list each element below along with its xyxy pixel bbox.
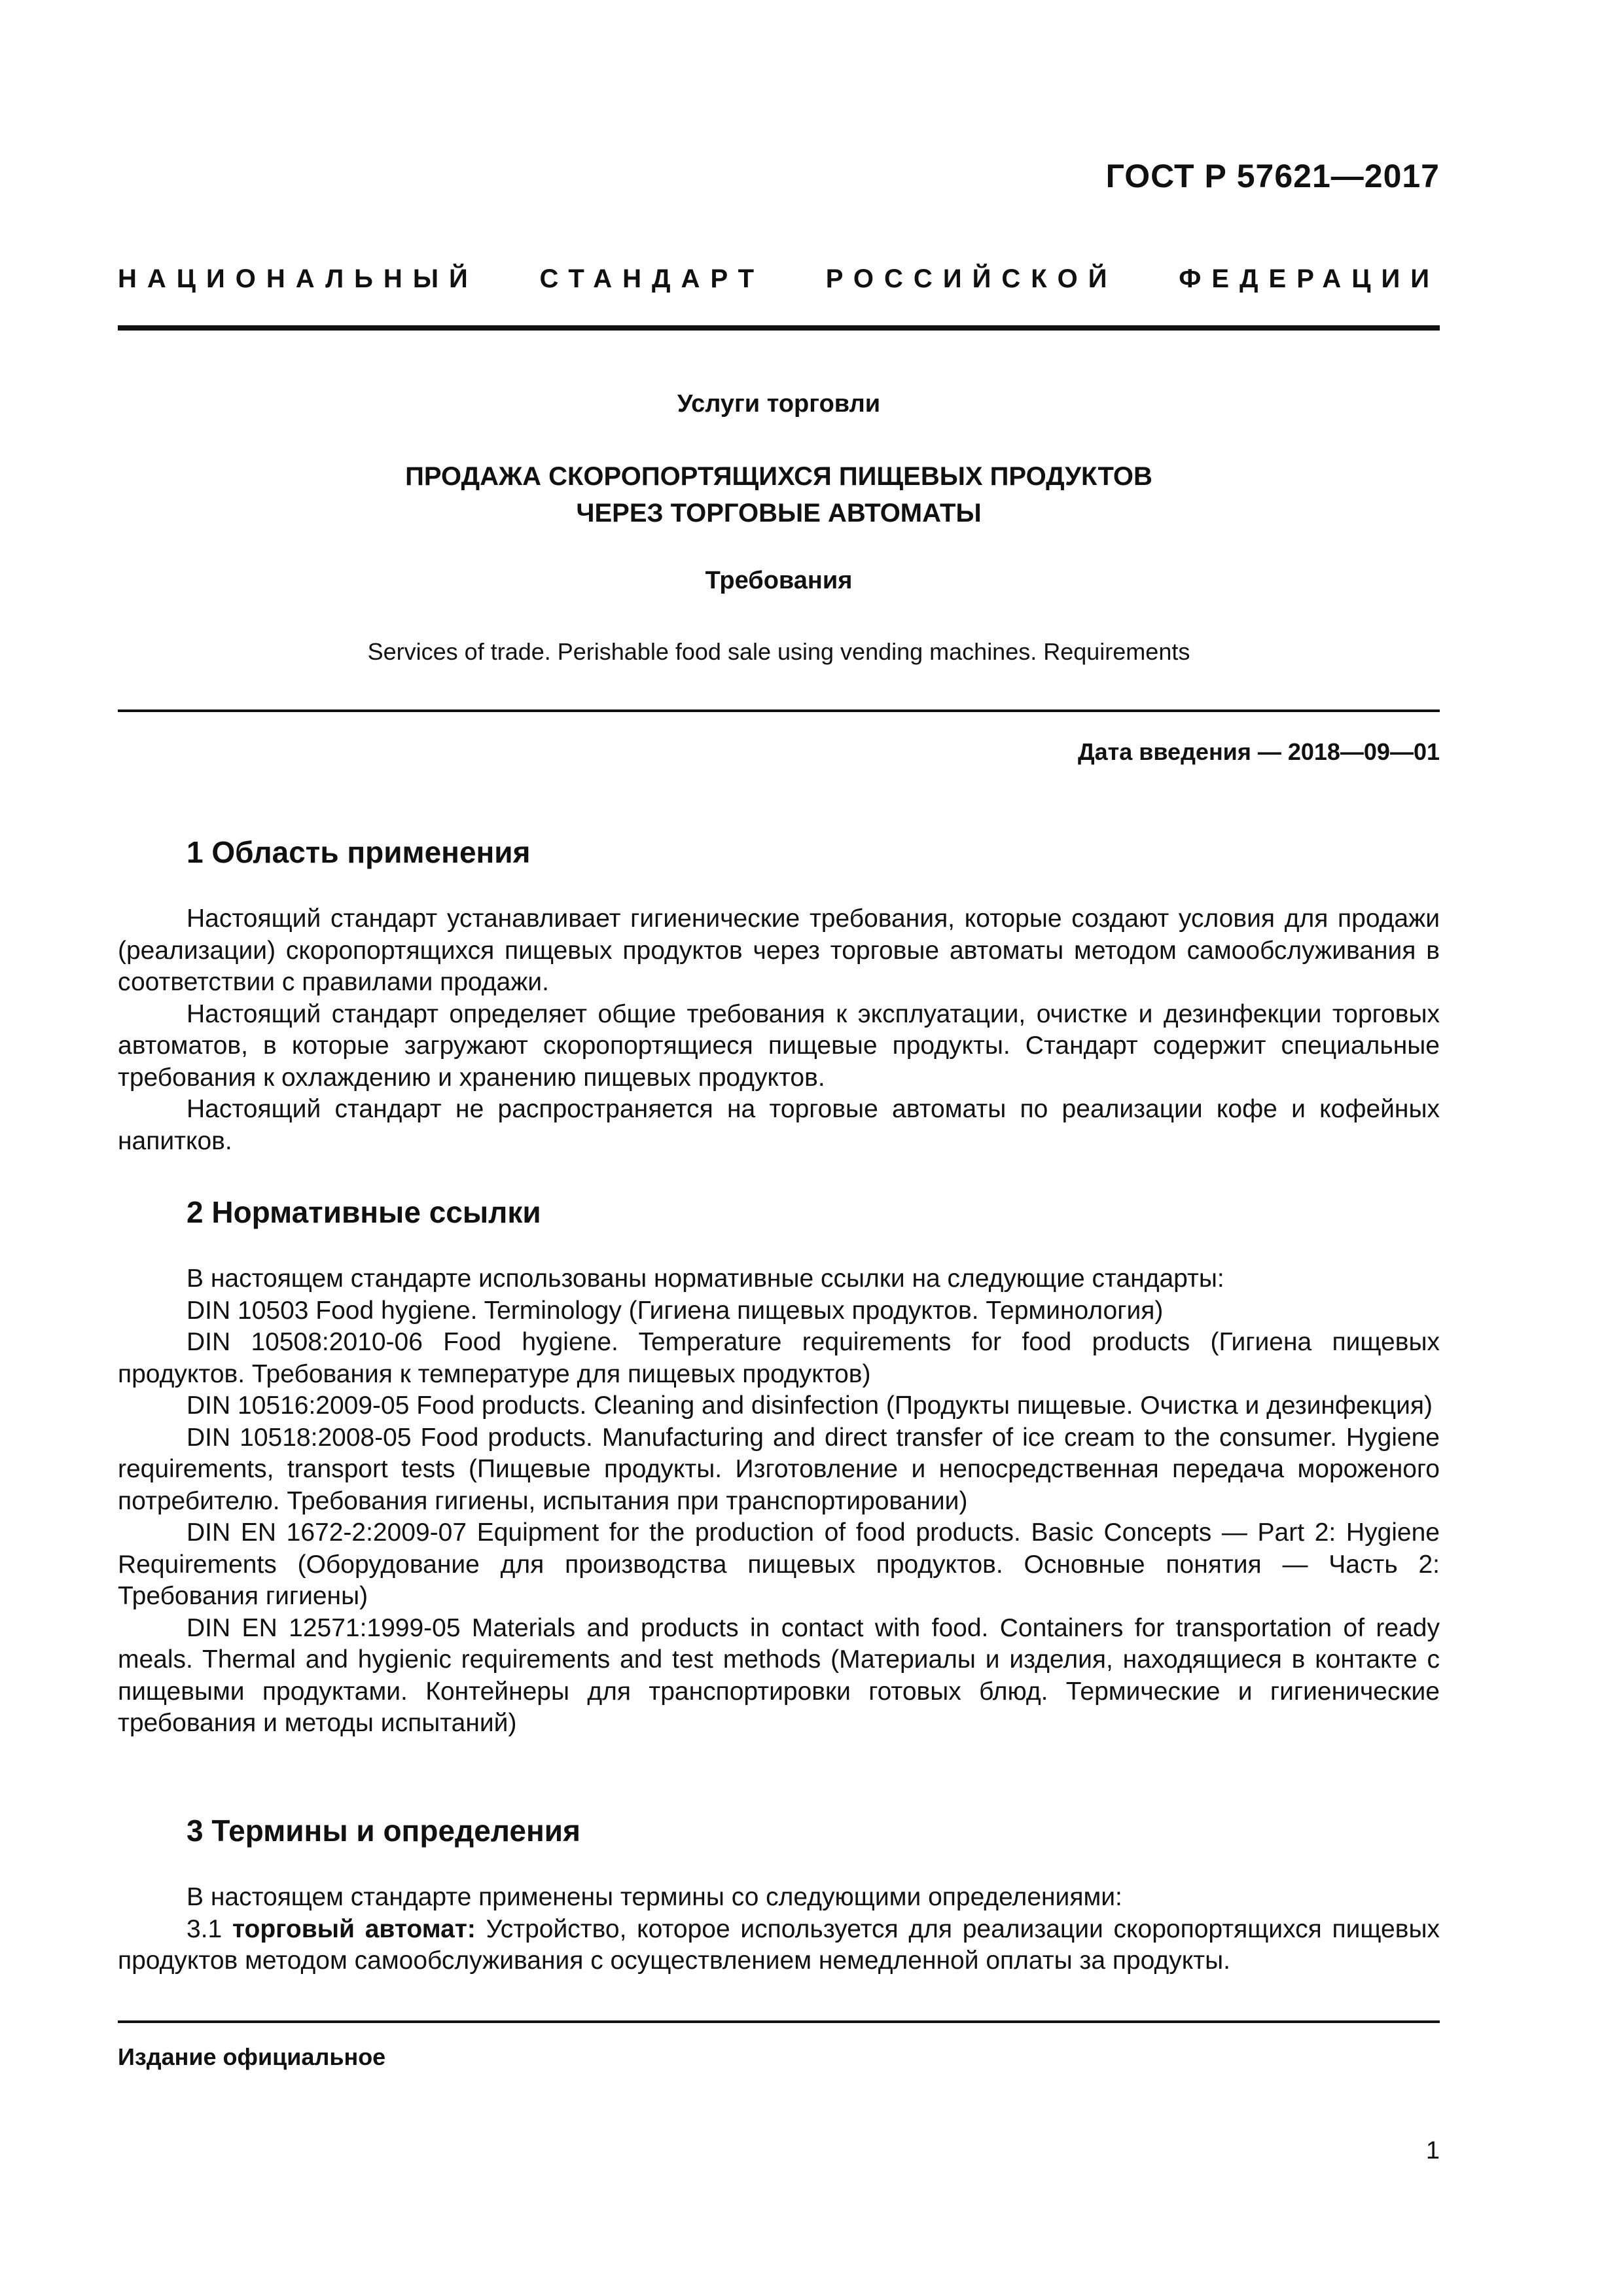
- paragraph: В настоящем стандарте применены термины со следующими определениями:: [187, 1883, 1122, 1911]
- section-3-body: [118, 1882, 1440, 1977]
- title-main-line2: ЧЕРЕЗ ТОРГОВЫЕ АВТОМАТЫ: [576, 499, 982, 528]
- title-english: Services of trade. Perishable food sale using vending machines. Requirements: [367, 638, 1190, 665]
- paragraph: Настоящий стандарт определяет общие требования к эксплуатации, очистке и дезинфекции торговых автоматов, в которые загружают скоропортящиеся пищевые продукты. Стандарт содержит специальные требования к охлаждению и хранению пищевых продуктов.: [118, 999, 1440, 1092]
- reference-item: DIN EN 1672-2:2009-07 Equipment for the production of food products. Basic Concepts — Part 2: Hygiene Requirements (Оборудование для производства пищевых продуктов. Основные понятия — Часть 2: Требования гигиены): [118, 1518, 1440, 1610]
- page-number: 1: [1425, 2137, 1440, 2164]
- national-standard-title: НАЦИОНАЛЬНЫЙ СТАНДАРТ РОССИЙСКОЙ ФЕДЕРАЦИИ: [118, 264, 1440, 293]
- section-3-heading: 3 Термины и определения: [187, 1814, 580, 1848]
- standard-code: ГОСТ Р 57621—2017: [1105, 158, 1440, 194]
- effective-date: Дата введения — 2018—09—01: [1077, 738, 1440, 765]
- paragraph: Настоящий стандарт устанавливает гигиенические требования, которые создают условия для продажи (реализации) скоропортящихся пищевых продуктов через торговые автоматы методом самообслуживания в соответствии с правилами продажи.: [118, 905, 1440, 996]
- section-2-heading: 2 Нормативные ссылки: [187, 1195, 541, 1229]
- term-text: Устройство, которое используется для реализации скоропортящихся пищевых продуктов методом самообслуживания с осуществлением немедленной оплаты за продукты.: [118, 1914, 1440, 1975]
- reference-item: DIN 10518:2008-05 Food products. Manufacturing and direct transfer of ice cream to the consumer. Hygiene requirements, transport tests (Пищевые продукты. Изготовление и непосредственная передача мороженого потребителю. Требования гигиены, испытания при транспортировании): [118, 1423, 1440, 1515]
- section-1-body: [118, 903, 1440, 1157]
- reference-item: DIN 10508:2010-06 Food hygiene. Temperature requirements for food products (Гигиена пищевых продуктов. Требования к температуре для пищевых продуктов): [118, 1328, 1440, 1388]
- paragraph: В настоящем стандарте использованы нормативные ссылки на следующие стандарты:: [187, 1265, 1224, 1293]
- header-divider: [118, 325, 1440, 331]
- title-category: Услуги торговли: [677, 390, 881, 418]
- reference-item: DIN 10516:2009-05 Food products. Cleaning and disinfection (Продукты пищевые. Очистка и дезинфекция): [187, 1391, 1433, 1420]
- title-main-line1: ПРОДАЖА СКОРОПОРТЯЩИХСЯ ПИЩЕВЫХ ПРОДУКТОВ: [405, 462, 1152, 491]
- title-subtitle: Требования: [705, 567, 853, 594]
- term-number: 3.1: [187, 1914, 223, 1943]
- reference-item: DIN EN 12571:1999-05 Materials and products in contact with food. Containers for transportation of ready meals. Thermal and hygienic requirements and test methods (Материалы и изделия, находящиеся в контакте с пищевыми продуктами. Контейнеры для транспортировки готовых блюд. Термические и гигиенические требования и методы испытаний): [118, 1613, 1440, 1737]
- reference-item: DIN 10503 Food hygiene. Terminology (Гигиена пищевых продуктов. Терминология): [187, 1296, 1164, 1325]
- title-divider: [118, 709, 1440, 712]
- term-name: торговый автомат:: [232, 1914, 476, 1943]
- footer-divider: [118, 2020, 1440, 2023]
- term-definition: [118, 1914, 1440, 1977]
- section-2-body: [118, 1263, 1440, 1740]
- paragraph: Настоящий стандарт не распространяется на торговые автоматы по реализации кофе и кофейных напитков.: [118, 1095, 1440, 1155]
- title-main: [118, 458, 1440, 531]
- edition-label: Издание официальное: [118, 2043, 386, 2070]
- section-1-heading: 1 Область применения: [187, 835, 531, 869]
